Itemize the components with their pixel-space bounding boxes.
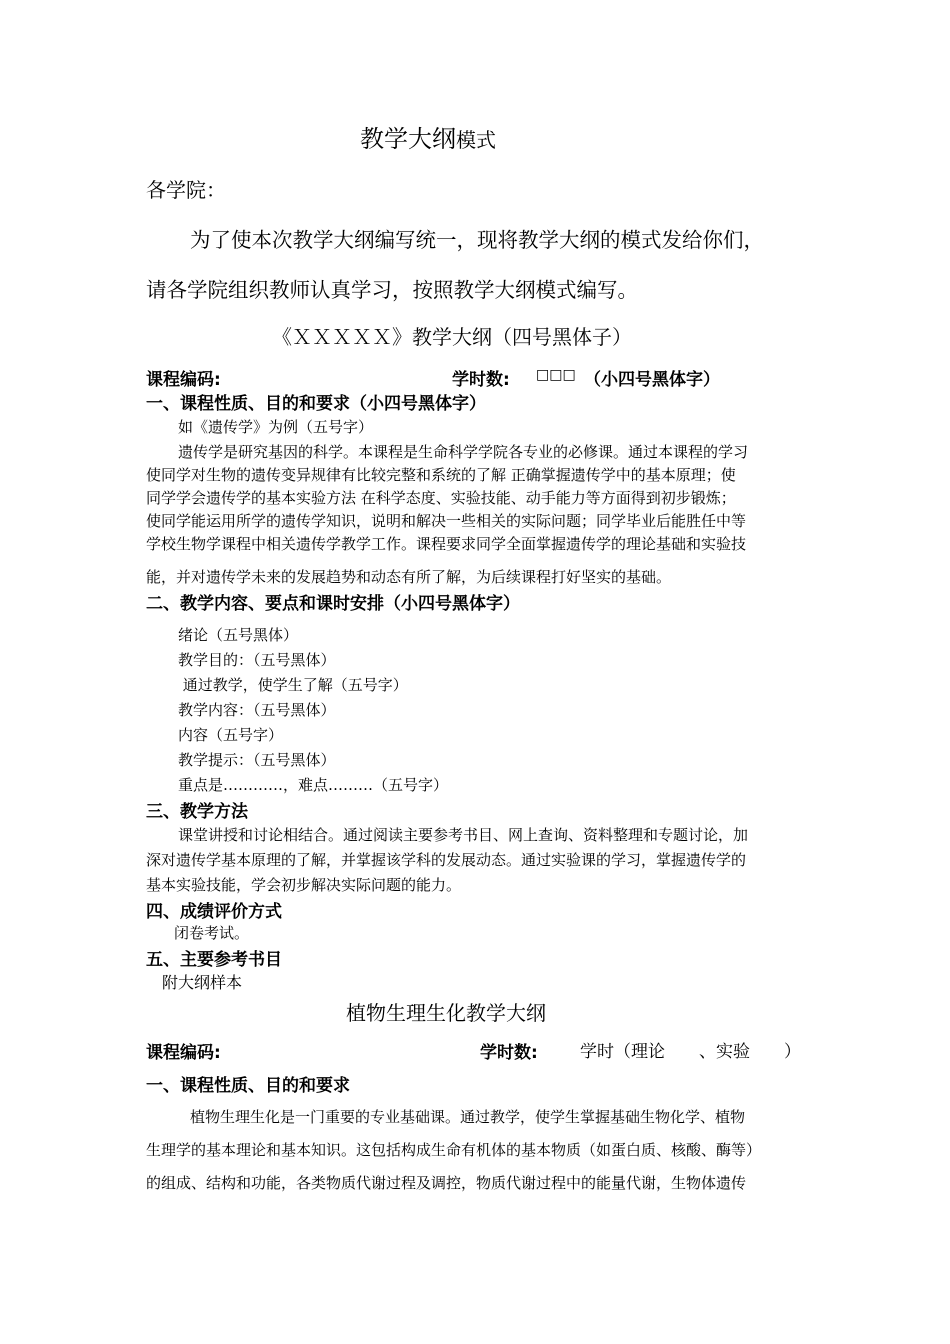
template-section-1-heading: 一、课程性质、目的和要求（小四号黑体字）	[146, 394, 486, 414]
paragraph-line: 能，并对遗传学未来的发展趋势和动态有所了解，为后续课程打好坚实的基础。	[146, 568, 672, 586]
sample-note: 附大纲样本	[162, 973, 243, 992]
paragraph-line: 课堂讲授和讨论相结合。通过阅读主要参考书目、网上查询、资料整理和专题讨论，加	[178, 826, 749, 844]
sample-hours-label: 学时数:	[480, 1043, 538, 1063]
paragraph-line: 的组成、结构和功能，各类物质代谢过程及调控，物质代谢过程中的能量代谢，生物体遗传	[146, 1174, 747, 1192]
template-section-4-heading: 四、成绩评价方式	[146, 902, 282, 922]
template-hours-note: （小四号黑体字）	[584, 370, 720, 390]
list-item: 通过教学，使学生了解（五号字）	[178, 676, 408, 694]
paragraph-line: 使同学对生物的遗传变异规律有比较完整和系统的了解 正确掌握遗传学中的基本原理；使	[146, 466, 736, 484]
list-item: 教学内容：（五号黑体）	[178, 701, 336, 719]
paragraph-line: 同学学会遗传学的基本实验方法 在科学态度、实验技能、动手能力等方面得到初步锻炼；	[146, 489, 736, 507]
template-section-5-heading: 五、主要参考书目	[146, 950, 282, 970]
paragraph-line: 遗传学是研究基因的科学。本课程是生命科学学院各专业的必修课。通过本课程的学习	[178, 443, 749, 461]
list-item: 重点是…………，难点………（五号字）	[178, 776, 449, 794]
paragraph-line: 植物生理生化是一门重要的专业基础课。通过教学，使学生掌握基础生物化学、植物	[190, 1108, 746, 1126]
paragraph-line: 学校生物学课程中相关遗传学教学工作。课程要求同学全面掌握遗传学的理论基础和实验技	[146, 535, 747, 553]
sample-course-code-label: 课程编码:	[146, 1043, 221, 1063]
paragraph-line: 深对遗传学基本原理的了解，并掌握该学科的发展动态。通过实验课的学习，掌握遗传学的	[146, 851, 747, 869]
template-section-4-text: 闭卷考试。	[174, 924, 250, 942]
list-item: 内容（五号字）	[178, 726, 284, 744]
template-section-1-example: 如《遗传学》为例（五号字）	[178, 418, 374, 436]
list-item: 教学目的：（五号黑体）	[178, 651, 336, 669]
salutation: 各学院：	[146, 178, 226, 202]
template-section-3-heading: 三、教学方法	[146, 802, 248, 822]
list-item: 绪论（五号黑体）	[178, 626, 299, 644]
title-suffix: 模式	[456, 128, 496, 152]
intro-line-1: 为了使本次教学大纲编写统一，现将教学大纲的模式发给你们，	[190, 228, 764, 252]
sample-hours-value: 学时（理论 、实验 ）	[580, 1042, 801, 1062]
paragraph-line: 基本实验技能，学会初步解决实际问题的能力。	[146, 876, 462, 894]
paragraph-line: 使同学能运用所学的遗传学知识，说明和解决一些相关的实际问题；同学毕业后能胜任中等	[146, 512, 747, 530]
template-title: 《ＸＸＸＸＸ》教学大纲（四号黑体子）	[272, 325, 632, 349]
intro-line-2: 请各学院组织教师认真学习，按照教学大纲模式编写。	[146, 278, 638, 302]
template-section-2-heading: 二、教学内容、要点和课时安排（小四号黑体字）	[146, 594, 520, 614]
sample-section-1-heading: 一、课程性质、目的和要求	[146, 1076, 350, 1096]
sample-title: 植物生理生化教学大纲	[346, 1001, 546, 1025]
list-item: 教学提示：（五号黑体）	[178, 751, 336, 769]
template-hours-label: 学时数:	[452, 370, 510, 390]
title-main: 教学大纲	[360, 125, 456, 153]
template-hours-value: □□□	[536, 367, 576, 383]
document-title	[360, 119, 496, 154]
template-course-code-label: 课程编码:	[146, 370, 221, 390]
paragraph-line: 生理学的基本理论和基本知识。这包括构成生命有机体的基本物质（如蛋白质、核酸、酶等）	[146, 1141, 762, 1159]
